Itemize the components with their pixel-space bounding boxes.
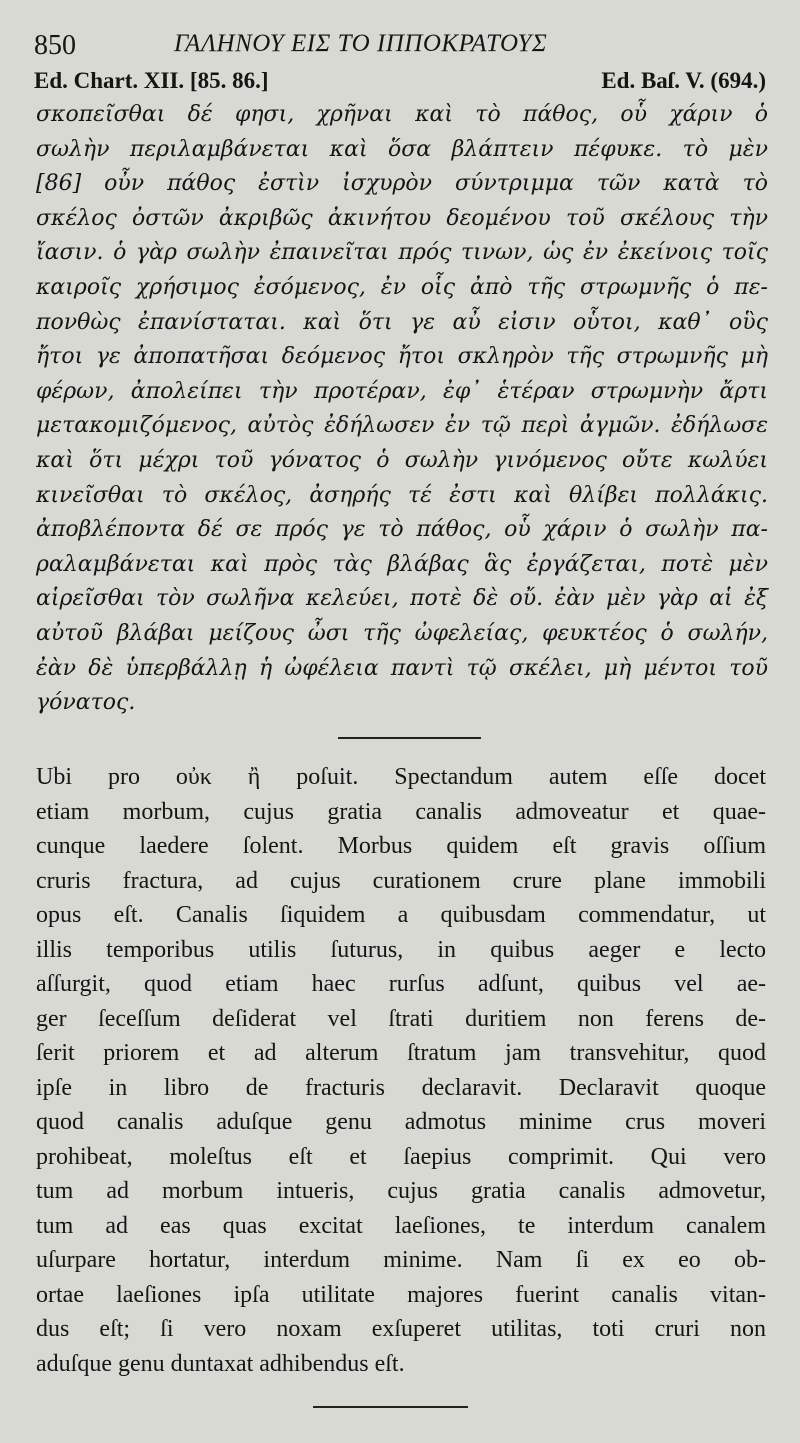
- latin-text-line: cruris fractura, ad cujus curationem crure plane immobili: [36, 867, 766, 894]
- greek-text-line: αὐτοῦ βλάβαι μείζους ὦσι τῆς ὠφελείας, φευκτέος ὁ σωλήν,: [36, 620, 768, 646]
- greek-text-line: σκοπεῖσθαι δέ φησι, χρῆναι καὶ τὸ πάθος, οὗ χάριν ὁ: [36, 102, 768, 127]
- greek-text-line: μετακομιζόμενος, αὐτὸς ἐδήλωσεν ἐν τῷ περὶ ἀγμῶν. ἐδήλωσε: [36, 413, 768, 439]
- greek-text-line: κινεῖσθαι τὸ σκέλος, ἀσηρής τέ ἐστι καὶ θλίβει πολλάκις.: [36, 482, 768, 508]
- greek-text-line: γόνατος.: [36, 690, 136, 716]
- edition-chartier: Ed. Chart. XII. [85. 86.]: [34, 68, 269, 93]
- section-divider: [338, 737, 481, 739]
- latin-text-line: tum ad morbum intueris, cujus gratia canalis admovetur,: [36, 1178, 766, 1204]
- latin-text-line: aſſurgit, quod etiam haec rurſus adſunt, quibus vel ae-: [36, 971, 766, 997]
- latin-text-line: opus eſt. Canalis ſiquidem a quibusdam commendatur, ut: [36, 902, 766, 928]
- latin-text-line: cunque laedere ſolent. Morbus quidem eſt gravis oſſium: [36, 833, 766, 859]
- edition-reference-line: [34, 68, 766, 98]
- latin-text-line: ipſe in libro de fracturis declaravit. Declaravit quoque: [36, 1074, 766, 1101]
- latin-text-line: quod canalis aduſque genu admotus minime crus moveri: [36, 1109, 766, 1135]
- latin-text-line: tum ad eas quas excitat laeſiones, te interdum canalem: [36, 1212, 766, 1239]
- edition-basel: Ed. Baſ. V. (694.): [601, 68, 766, 93]
- end-divider: [313, 1406, 468, 1408]
- latin-text-line: uſurpare hortatur, interdum minime. Nam ſi ex eo ob-: [36, 1247, 766, 1273]
- greek-text-line: καὶ ὅτι μέχρι τοῦ γόνατος ὁ σωλὴν γινόμενος οὔτε κωλύει: [36, 447, 768, 473]
- greek-text-line: σκέλος ὀστῶν ἀκριβῶς ἀκινήτου δεομένου τοῦ σκέλους τὴν: [36, 205, 768, 231]
- greek-text-line: ραλαμβάνεται καὶ πρὸς τὰς βλάβας ἃς ἐργάζεται, ποτὲ μὲν: [36, 551, 768, 577]
- greek-text-line: αἱρεῖσθαι τὸν σωλῆνα κελεύει, ποτὲ δὲ οὔ. ἐὰν μὲν γὰρ αἱ ἐξ: [36, 586, 768, 612]
- greek-text-line: ἴασιν. ὁ γὰρ σωλὴν ἐπαινεῖται πρός τινων, ὡς ἐν ἐκείνοις τοῖς: [36, 240, 768, 266]
- greek-text-line: πονθὼς ἐπανίσταται. καὶ ὅτι γε αὖ εἰσιν οὗτοι, καθ᾽ οὓς: [36, 309, 768, 335]
- running-title: ΓΑΛΗΝΟΥ ΕΙΣ ΤΟ ΙΠΠΟΚΡΑΤΟΥΣ: [174, 30, 548, 57]
- latin-text-line: prohibeat, moleſtus eſt et ſaepius comprimit. Qui vero: [36, 1143, 766, 1170]
- greek-text-line: καιροῖς χρήσιμος ἐσόμενος, ἐν οἷς ἀπὸ τῆς στρωμνῆς ὁ πε-: [36, 274, 768, 300]
- latin-text-line: aduſque genu duntaxat adhibendus eſt.: [36, 1350, 405, 1377]
- greek-text-line: σωλὴν περιλαμβάνεται καὶ ὅσα βλάπτειν πέφυκε. τὸ μὲν: [36, 136, 768, 162]
- latin-text-line: illis temporibus utilis ſuturus, in quibus aeger e lecto: [36, 936, 766, 963]
- greek-text-line: ἀποβλέποντα δέ σε πρός γε τὸ πάθος, οὗ χάριν ὁ σωλὴν πα-: [36, 517, 768, 543]
- running-header: [34, 26, 766, 66]
- latin-text-line: ortae laeſiones ipſa utilitate majores fuerint canalis vitan-: [36, 1281, 766, 1308]
- greek-text-line: ἐὰν δὲ ὑπερβάλλῃ ἡ ὠφέλεια παντὶ τῷ σκέλει, μὴ μέντοι τοῦ: [36, 655, 768, 681]
- latin-text-line: ſerit priorem et ad alterum ſtratum jam transvehitur, quod: [36, 1040, 766, 1066]
- latin-text-block: [36, 760, 766, 1381]
- latin-text-line: ger ſeceſſum deſiderat vel ſtrati duritiem non ferens de-: [36, 1005, 766, 1032]
- latin-text-line: etiam morbum, cujus gratia canalis admoveatur et quae-: [36, 798, 766, 825]
- greek-text-line: [86] οὖν πάθος ἐστὶν ἰσχυρὸν σύντριμμα τῶν κατὰ τὸ: [36, 171, 768, 197]
- page-number: 850: [34, 30, 76, 61]
- latin-text-line: Ubi pro οὐκ ἢ poſuit. Spectandum autem eſſe docet: [36, 764, 766, 790]
- latin-text-line: dus eſt; ſi vero noxam exſuperet utilitas, toti cruri non: [36, 1316, 766, 1342]
- greek-text-block: [36, 98, 768, 721]
- greek-text-line: ἤτοι γε ἀποπατῆσαι δεόμενος ἤτοι σκληρὸν τῆς στρωμνῆς μὴ: [36, 344, 768, 370]
- greek-text-line: φέρων, ἀπολείπει τὴν προτέραν, ἐφ᾽ ἑτέραν στρωμνὴν ἄρτι: [36, 378, 768, 404]
